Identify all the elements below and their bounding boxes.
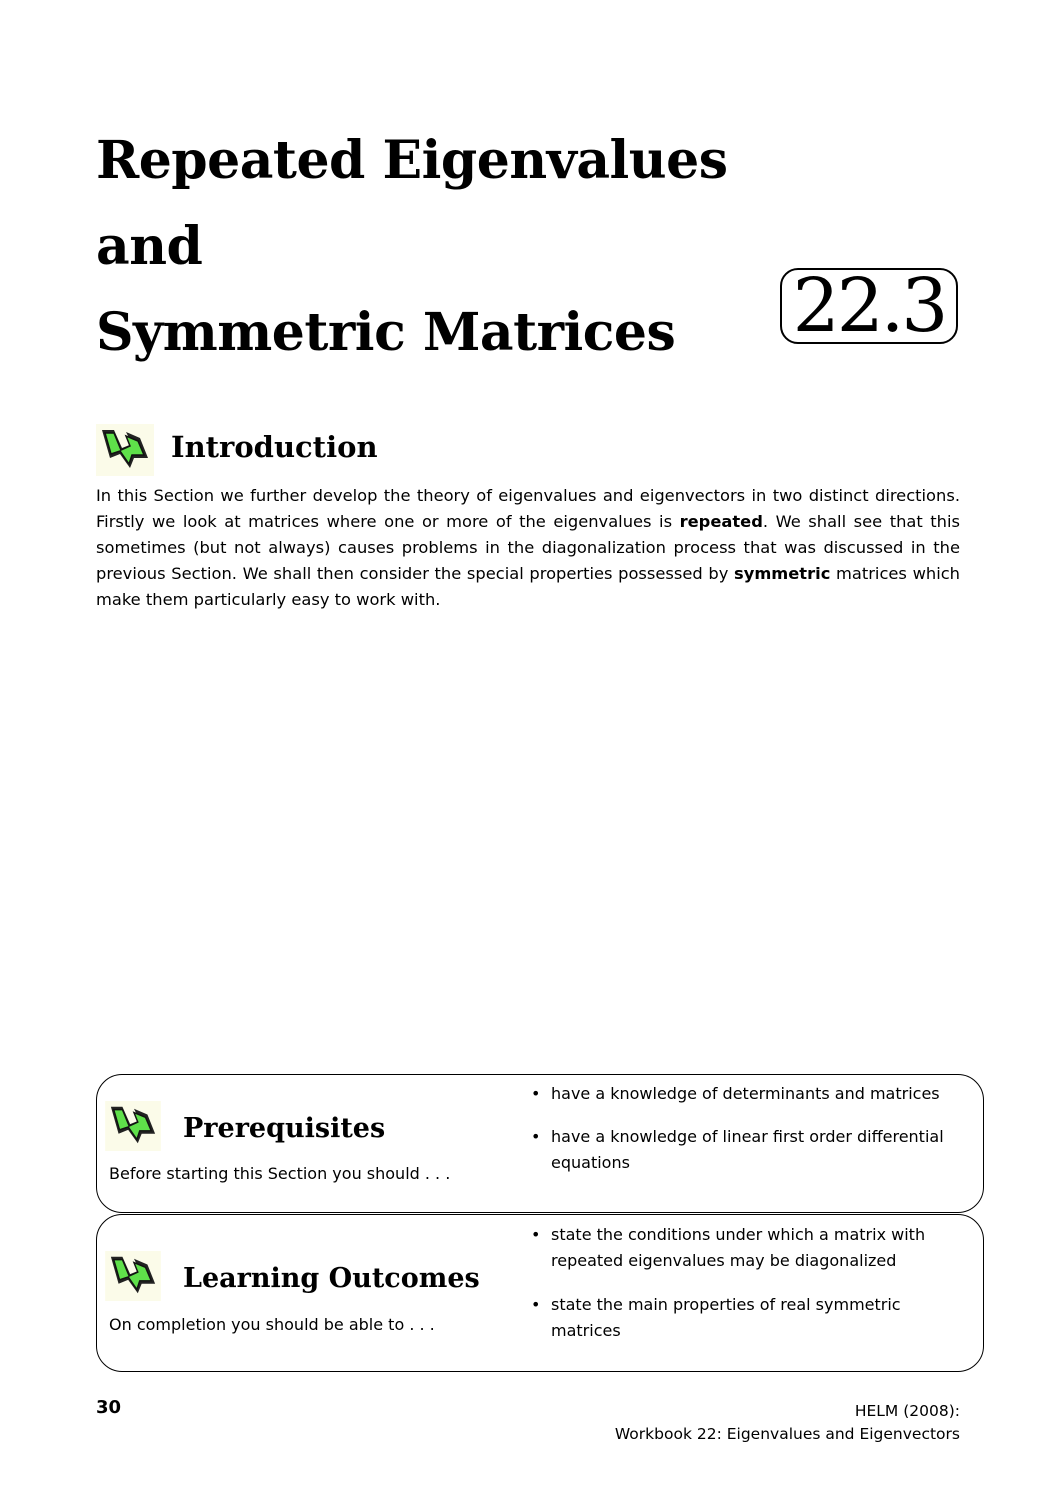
prerequisites-panel	[96, 1074, 984, 1213]
section-number: 22.3	[792, 263, 946, 349]
footer-line-2: Workbook 22: Eigenvalues and Eigenvectors	[614, 1425, 960, 1443]
title-line-3: Symmetric Matrices	[96, 302, 676, 363]
intro-bold-repeated: repeated	[679, 512, 763, 531]
intro-text-part-3: matrices which make them particularly easy to work with.	[96, 564, 960, 609]
learning-outcomes-subtitle: On completion you should be able to . . .	[109, 1315, 435, 1334]
learning-outcomes-heading: Learning Outcomes	[183, 1263, 480, 1294]
page-number: 30	[96, 1397, 122, 1418]
green-arrow-icon	[105, 1101, 161, 1151]
page-title	[96, 118, 796, 376]
introduction-text	[96, 483, 960, 613]
intro-text-part-1: In this Section we further develop the theory of eigenvalues and eigenvectors in two distinct directions. Firstly we look at matrices where one or more of the eigenvalues is	[96, 486, 960, 531]
footer	[615, 1400, 960, 1446]
green-arrow-icon	[105, 1251, 161, 1301]
prerequisites-list	[529, 1081, 949, 1176]
title-line-1: Repeated Eigenvalues	[96, 130, 728, 191]
section-number-badge	[780, 263, 958, 349]
prerequisites-heading: Prerequisites	[183, 1113, 386, 1144]
title-line-2: and	[96, 216, 203, 277]
list-item: • have a knowledge of determinants and matrices	[529, 1081, 949, 1107]
prerequisites-subtitle: Before starting this Section you should . . .	[109, 1164, 451, 1183]
list-item: • have a knowledge of linear first order differential equations	[529, 1124, 949, 1176]
introduction-heading: Introduction	[171, 430, 378, 464]
intro-text-part-2: . We shall see that this sometimes (but not always) causes problems in the diagonalization process that was discussed in the previous Section. We shall then consider the special properties possessed by	[96, 512, 961, 583]
intro-bold-symmetric: symmetric	[734, 564, 831, 583]
list-item: • state the main properties of real symmetric matrices	[529, 1292, 949, 1344]
learning-outcomes-panel	[96, 1214, 984, 1372]
footer-line-1: HELM (2008):	[854, 1402, 960, 1420]
green-arrow-icon	[96, 424, 154, 476]
list-item: • state the conditions under which a matrix with repeated eigenvalues may be diagonalized	[529, 1222, 949, 1274]
learning-outcomes-list	[529, 1222, 949, 1344]
